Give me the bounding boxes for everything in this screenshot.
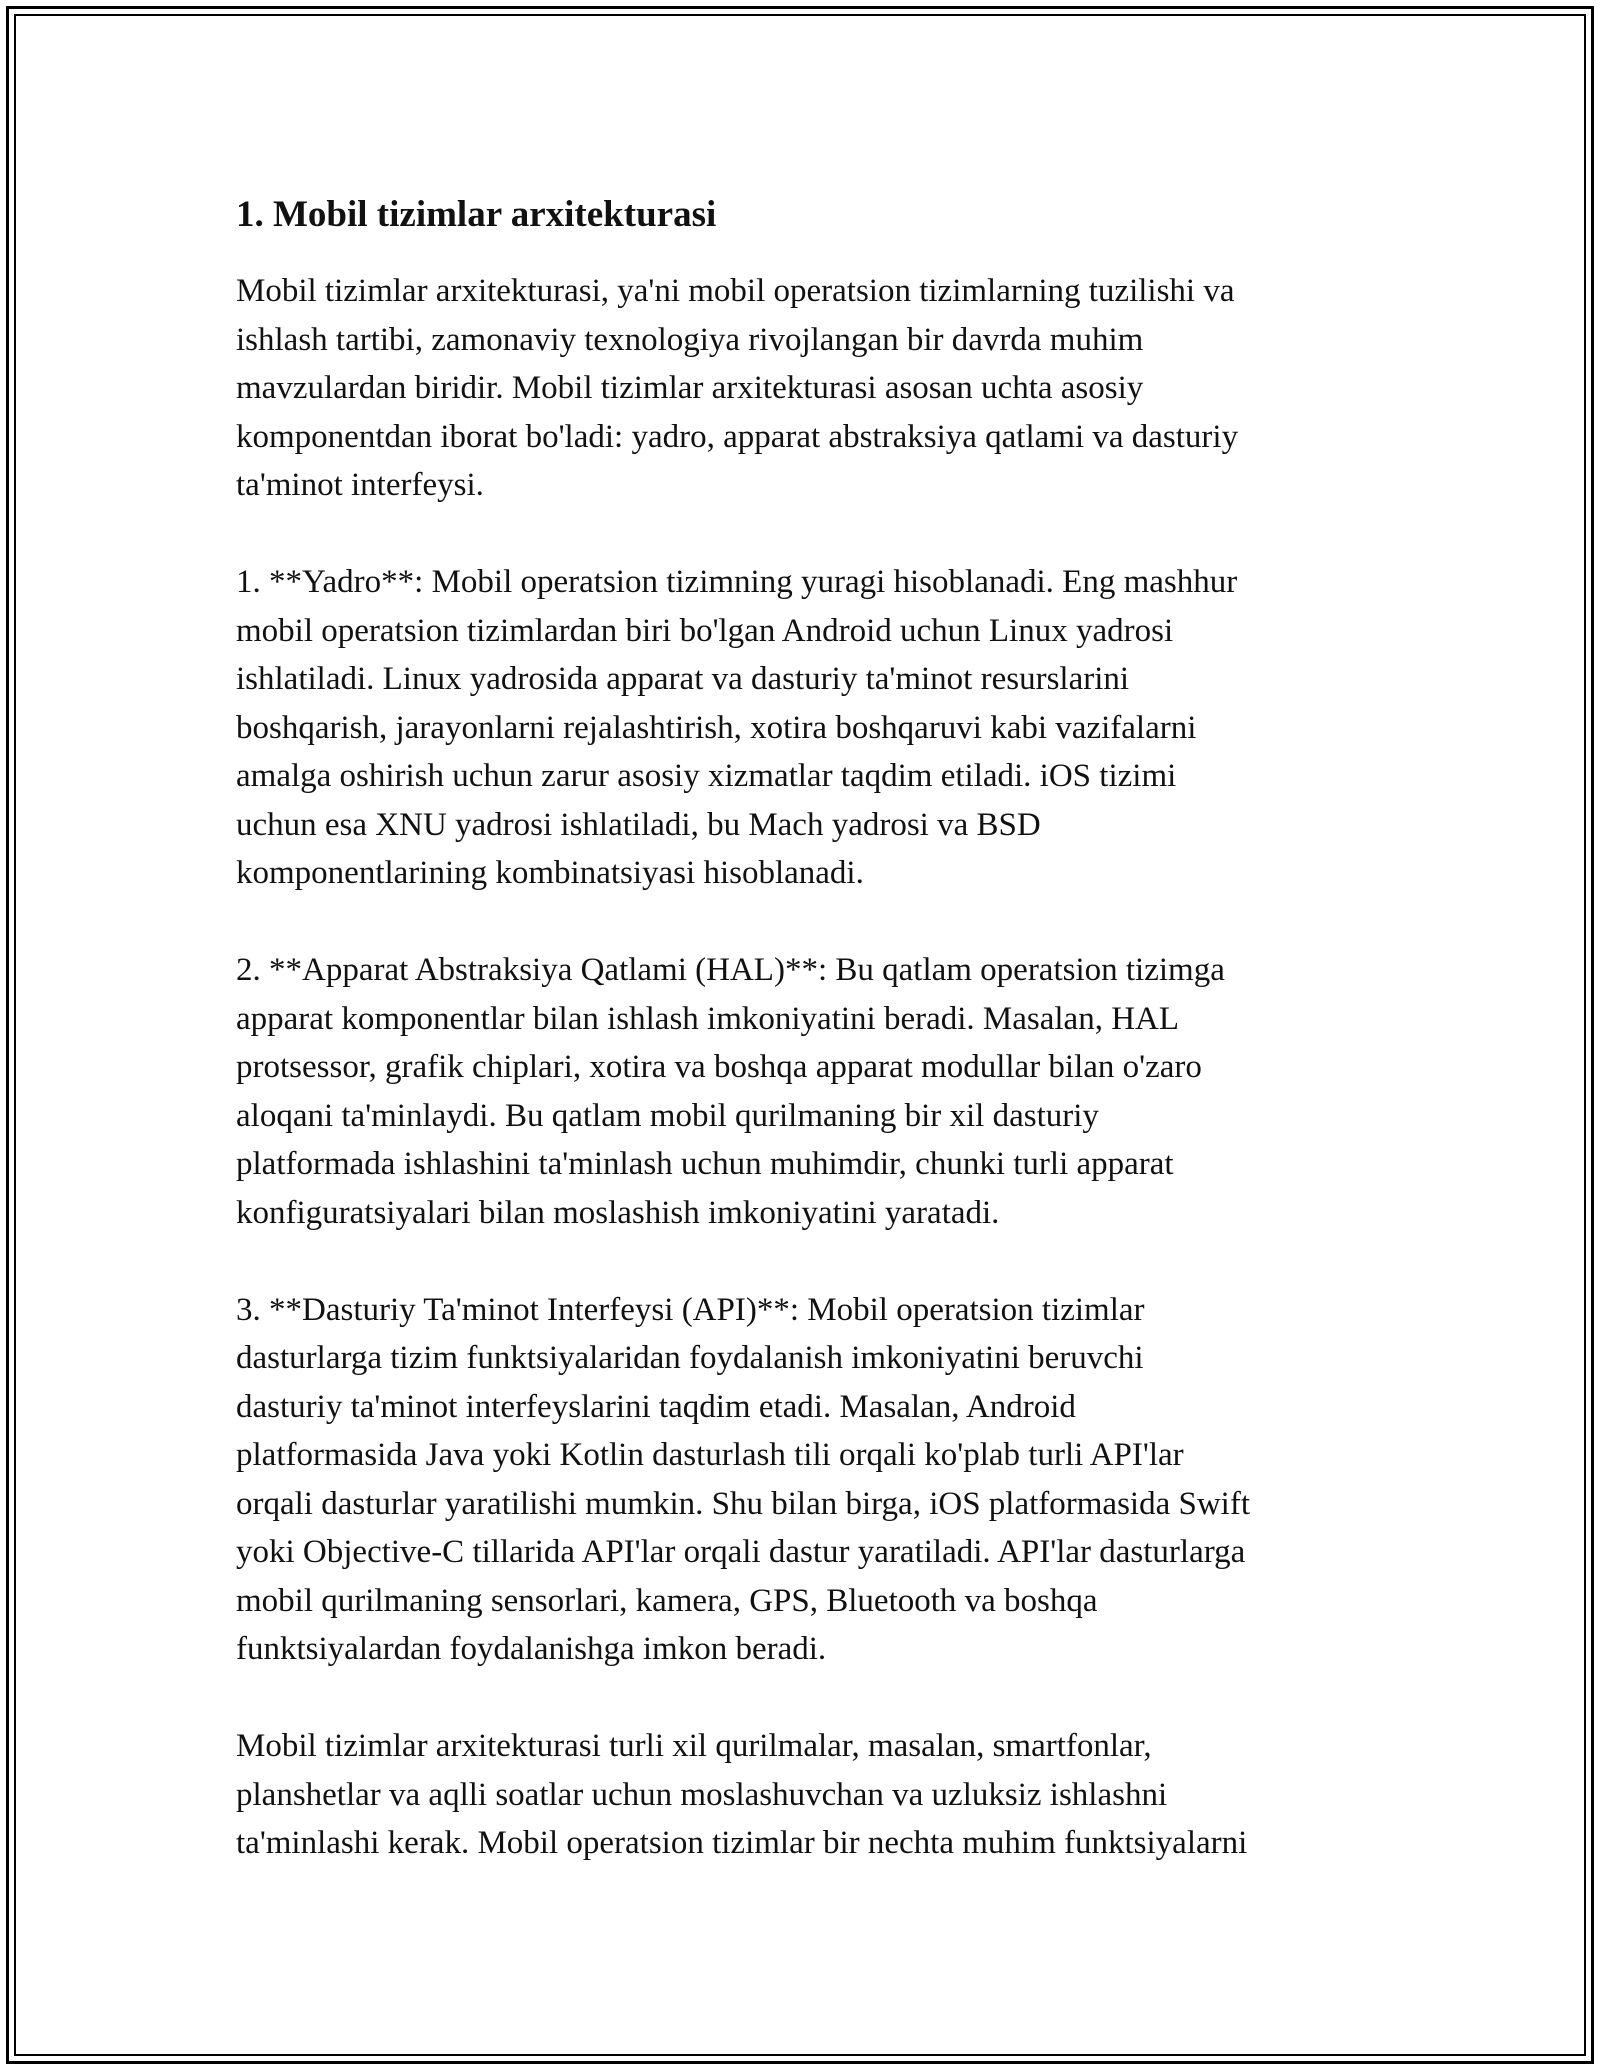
paragraph-conclusion [236, 1722, 1376, 1868]
paragraph-line: uchun esa XNU yadrosi ishlatiladi, bu Mach yadrosi va BSD [236, 806, 1041, 843]
document-body [236, 185, 1376, 1916]
paragraph-line: boshqarish, jarayonlarni rejalashtirish, xotira boshqaruvi kabi vazifalarni [236, 709, 1197, 746]
paragraph-line: orqali dasturlar yaratilishi mumkin. Shu bilan birga, iOS platformasida Swift [236, 1485, 1250, 1522]
paragraph-line: mavzulardan biridir. Mobil tizimlar arxitekturasi asosan uchta asosiy [236, 370, 1144, 406]
document-title: 1. Mobil tizimlar arxitekturasi [236, 194, 717, 235]
paragraph-line: ishlash tartibi, zamonaviy texnologiya rivojlangan bir davrda muhim [236, 321, 1144, 358]
paragraph-line: yoki Objective-C tillarida API'lar orqali dastur yaratiladi. API'lar dasturlarga [236, 1534, 1246, 1570]
paragraph-line: planshetlar va aqlli soatlar uchun moslashuvchan va uzluksiz ishlashni [236, 1776, 1168, 1813]
paragraph-line: ta'minot interfeysi. [236, 467, 484, 503]
paragraph-line: komponentdan iborat bo'ladi: yadro, apparat abstraksiya qatlami va dasturiy [236, 418, 1239, 455]
paragraph-line: mobil operatsion tizimlardan biri bo'lgan Android uchun Linux yadrosi [236, 612, 1174, 649]
paragraph-line: funktsiyalardan foydalanishga imkon beradi. [236, 1631, 827, 1667]
paragraph-intro [236, 267, 1376, 510]
paragraph-yadro [236, 558, 1376, 898]
paragraph-api [236, 1286, 1376, 1674]
paragraph-line: 3. **Dasturiy Ta'minot Interfeysi (API)**: Mobil operatsion tizimlar [236, 1291, 1145, 1328]
paragraph-line: konfiguratsiyalari bilan moslashish imkoniyatini yaratadi. [236, 1194, 1000, 1231]
paragraph-line: apparat komponentlar bilan ishlash imkoniyatini beradi. Masalan, HAL [236, 1000, 1180, 1037]
paragraph-line: Mobil tizimlar arxitekturasi turli xil qurilmalar, masalan, smartfonlar, [236, 1728, 1152, 1764]
paragraph-line: komponentlarining kombinatsiyasi hisoblanadi. [236, 855, 864, 891]
paragraph-line: protsessor, grafik chiplari, xotira va boshqa apparat modullar bilan o'zaro [236, 1049, 1202, 1085]
paragraph-line: dasturiy ta'minot interfeyslarini taqdim etadi. Masalan, Android [236, 1388, 1076, 1425]
paragraph-line: ishlatiladi. Linux yadrosida apparat va dasturiy ta'minot resurslarini [236, 661, 1130, 697]
paragraph-line: ta'minlashi kerak. Mobil operatsion tizimlar bir nechta muhim funktsiyalarni [236, 1825, 1248, 1861]
paragraph-hal [236, 946, 1376, 1237]
paragraph-line: mobil qurilmaning sensorlari, kamera, GPS, Bluetooth va boshqa [236, 1582, 1098, 1619]
paragraph-line: 1. **Yadro**: Mobil operatsion tizimning yuragi hisoblanadi. Eng mashhur [236, 564, 1238, 600]
paragraph-line: amalga oshirish uchun zarur asosiy xizmatlar taqdim etiladi. iOS tizimi [236, 758, 1177, 794]
paragraph-line: platformada ishlashini ta'minlash uchun muhimdir, chunki turli apparat [236, 1146, 1174, 1182]
paragraph-line: dasturlarga tizim funktsiyalaridan foydalanish imkoniyatini beruvchi [236, 1340, 1144, 1376]
paragraph-line: aloqani ta'minlaydi. Bu qatlam mobil qurilmaning bir xil dasturiy [236, 1097, 1099, 1134]
paragraph-line: 2. **Apparat Abstraksiya Qatlami (HAL)**: Bu qatlam operatsion tizimga [236, 952, 1225, 988]
paragraph-line: platformasida Java yoki Kotlin dasturlash tili orqali ko'plab turli API'lar [236, 1437, 1184, 1473]
paragraph-line: Mobil tizimlar arxitekturasi, ya'ni mobil operatsion tizimlarning tuzilishi va [236, 273, 1235, 309]
